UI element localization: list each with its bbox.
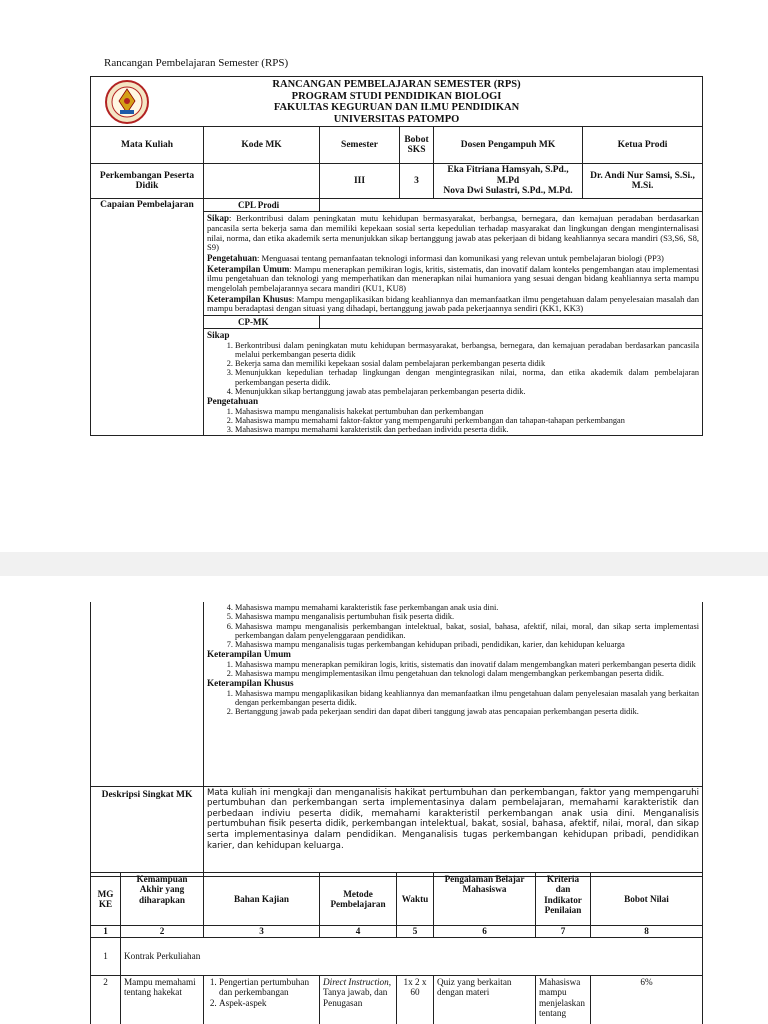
column-number: 3 [204, 926, 320, 938]
header-kode-mk: Kode MK [204, 127, 320, 164]
cpl-sikap-label: Sikap [207, 213, 230, 224]
row-bahan [204, 976, 320, 1024]
cpl-ku-text: : Mampu menerapkan pemikiran logis, kritis, sistematis, dan inovatif dalam konteks pengembangan atau implementasi ilmu pengetahuan dan teknologi yang memperhatikan dan menerapkan nilai humaniora yang sesuai dengan bidang keahliannya serta mampu mengelolah pembelajarannya secara mandiri (KU1, KU8) [207, 263, 700, 294]
deskripsi-text: Mata kuliah ini mengkaji dan menganalisis hakikat pertumbuhan dan perkembangan, faktor yang mempengaruhi pertumbuhan dan perkembangan serta implementasinya dalam pembelajaran, memahami karakteristik dan perbedaan indiviu peserta didik, memahami karakteristil perkembangan anak usia dini. Menganalisis pertumbuhan fisik peserta didik, perkembangan intelektual, bakat, sosial, bahasa, afektif, nilai, moral, dan sikap serta implementasinya dalam pendidikan. Menganalisis tugas perkembangan kehidupan pribadi, pendidikan karier, dan kehidupan keluarga. [204, 786, 703, 876]
metode-rest: Tanya jawab, dan Penugasan [323, 987, 388, 1008]
cpmk-pengetahuan-label: Pengetahuan [207, 396, 259, 407]
header-semester: Semester [320, 127, 400, 164]
cpmk-content-p2 [204, 602, 703, 786]
cpmk-sikap-list [207, 341, 699, 397]
row-mg: 1 [91, 938, 121, 976]
row-pengalaman: Quiz yang berkaitan dengan materi [434, 976, 536, 1024]
list-item: 2. Mahasiswa mampu memahami faktor-faktor yang mempengaruhi perkembangan dan tahapan-tahapan perkembangan [235, 416, 699, 425]
list-item: 2. Mahasiswa mampu mengimplementasikan ilmu pengetahuan dan teknologi dalam mengembangkan perkembangan peserta didik. [235, 669, 699, 678]
row-kemampuan: Mampu memahami tentang hakekat [121, 976, 204, 1024]
value-kode-mk [204, 164, 320, 199]
table-row [91, 938, 703, 976]
schedule-header-metode: Metode Pembelajaran [320, 873, 397, 926]
cpmk-pengetahuan-list [207, 407, 699, 435]
column-number: 2 [121, 926, 204, 938]
cpmk-ku-list [207, 660, 699, 679]
column-number-row [91, 926, 703, 938]
cpmk-spacer [320, 316, 703, 329]
cpmk-kk-list [207, 689, 699, 717]
cpl-ku-label: Keterampilan Umum [207, 263, 290, 274]
dosen-name: Nova Dwi Sulastri, S.Pd., M.Pd. [443, 186, 573, 197]
schedule-header-pengalaman: Pengalaman Belajar Mahasiswa [434, 873, 536, 926]
schedule-header-mg: MG KE [91, 873, 121, 926]
row-metode [320, 976, 397, 1024]
title-line: PROGRAM STUDI PENDIDIKAN BIOLOGI [291, 90, 502, 102]
metode-italic: Direct Instruction, [323, 977, 392, 987]
list-item: 1. Berkontribusi dalam peningkatan mutu kehidupan bermasyarakat, berbangsa, bernegara, dan kemajuan peradaban berdasarkan pancasila melalui perkembangan peserta didik [235, 341, 699, 360]
dosen-name: Eka Fitriana Hamsyah, S.Pd., M.Pd [447, 165, 569, 186]
header-mata-kuliah: Mata Kuliah [91, 127, 204, 164]
cpmk-content-p1 [204, 329, 703, 436]
column-number: 5 [397, 926, 434, 938]
list-item: 2. Bekerja sama dan memiliki kepekaan sosial dalam pembelajaran perkembangan peserta didik [235, 359, 699, 368]
column-number: 7 [536, 926, 591, 938]
row-kontrak-text: Kontrak Perkuliahan [121, 938, 703, 976]
value-mata-kuliah: Perkembangan Peserta Didik [91, 164, 204, 199]
schedule-table [90, 872, 703, 1024]
schedule-header-bahan: Bahan Kajian [204, 873, 320, 926]
schedule-header-kemampuan: Kemampuan Akhir yang diharapkan [121, 873, 204, 926]
row-bobot: 6% [591, 976, 703, 1024]
list-item: 1. Pengertian pertumbuhan dan perkembangan [219, 977, 316, 998]
document-header-label: Rancangan Pembelajaran Semester (RPS) [104, 57, 289, 69]
row-mg: 2 [91, 976, 121, 1024]
schedule-header-waktu: Waktu [397, 873, 434, 926]
capaian-pembelajaran-label: Capaian Pembelajaran [91, 199, 204, 436]
row-kriteria: Mahasiswa mampu menjelaskan tentang [536, 976, 591, 1024]
value-bobot-sks: 3 [400, 164, 434, 199]
column-number: 8 [591, 926, 703, 938]
list-item: 5. Mahasiswa mampu menganalisis pertumbuhan fisik peserta didik. [235, 612, 699, 621]
list-item: 4. Mahasiswa mampu memahami karakteristik fase perkembangan anak usia dini. [235, 603, 699, 612]
value-dosen [434, 164, 583, 199]
list-item: 1. Mahasiswa mampu mengaplikasikan bidang keahliannya dan memanfaatkan ilmu pengetahuan dalam penyelesaian masalah yang berkaitan dengan perkembangan peserta didik. [235, 689, 699, 708]
header-bobot-sks: Bobot SKS [400, 127, 434, 164]
list-item: 4. Menunjukkan sikap bertanggung jawab atas pembelajaran perkembangan peserta didik. [235, 387, 699, 396]
cpl-prodi-content [204, 212, 703, 316]
schedule-header-bobot: Bobot Nilai [591, 873, 703, 926]
bahan-list [205, 977, 316, 1008]
list-item: 1. Mahasiswa mampu menganalisis hakekat pertumbuhan dan perkembangan [235, 407, 699, 416]
list-item: 3. Mahasiswa mampu memahami karakteristik dan perbedaan individu peserta didik. [235, 425, 699, 434]
cpl-kk-label: Keterampilan Khusus [207, 293, 292, 304]
list-item: 1. Mahasiswa mampu menerapkan pemikiran logis, kritis, sistematis dan inovatif dalam mengembangkan materi perkembangan peserta didik [235, 660, 699, 669]
title-line: FAKULTAS KEGURUAN DAN ILMU PENDIDIKAN [273, 102, 520, 114]
header-ketua-prodi: Ketua Prodi [583, 127, 703, 164]
header-dosen: Dosen Pengampuh MK [434, 127, 583, 164]
list-item: 2. Bertanggung jawab pada pekerjaan sendiri dan dapat diberi tanggung jawab atas pencapaian perkembangan peserta didik. [235, 707, 699, 716]
deskripsi-label: Deskripsi Singkat MK [91, 786, 204, 876]
title-line: UNIVERSITAS PATOMPO [333, 113, 460, 125]
value-semester: III [320, 164, 400, 199]
university-seal-icon [105, 80, 149, 124]
cpmk-kk-label: Keterampilan Khusus [207, 678, 294, 689]
row-waktu: 1x 2 x 60 [397, 976, 434, 1024]
cpmk-pengetahuan-list-continued [207, 603, 699, 649]
document-page-2 [0, 576, 768, 1024]
value-ketua-prodi: Dr. Andi Nur Samsi, S.Si., M.Si. [583, 164, 703, 199]
continuation-label-cell [91, 602, 204, 786]
table-row [91, 976, 703, 1024]
list-item: 2. Aspek-aspek [219, 998, 316, 1008]
column-number: 6 [434, 926, 536, 938]
rps-table-page-2 [90, 602, 703, 877]
cpmk-ku-label: Keterampilan Umum [207, 649, 291, 660]
cpmk-sikap-label: Sikap [207, 330, 230, 341]
column-number: 4 [320, 926, 397, 938]
cpl-pengetahuan-text: : Menguasai tentang pemanfaatan teknologi informasi dan komunikasi yang relevan untuk pembelajaran biologi (PP3) [257, 252, 664, 263]
list-item: 6. Mahasiswa mampu menganalisis perkembangan intelektual, bakat, sosial, bahasa, afektif, nilai, moral, dan sikap serta implementasi perkembangan dalam penyelenggaraan pendidikan. [235, 622, 699, 641]
cpl-pengetahuan-label: Pengetahuan [207, 252, 258, 263]
list-item: 7. Mahasiswa mampu menganalisis tugas perkembangan kehidupan pribadi, pendidikan, karier, dan kehidupan keluarga [235, 640, 699, 649]
cpmk-label: CP-MK [204, 316, 320, 329]
cpl-sikap-text: : Berkontribusi dalam peningkatan mutu kehidupan bermasyarakat, berbangsa, bernegara, dan kemajuan peradaban berdasarkan pancasila serta bekerja sama dan memiliki kepekaan sosial serta kepedulian terhadap masyarakat dan lingkungan dengan menginternalisasi nilai, norma, dan etika akademik serta menunjukkan sikap bertanggung jawab atas pekerjaan di bidang keahliannya secara mandiri (S3,S6, S8, S9) [207, 213, 700, 253]
cpl-prodi-spacer [320, 199, 703, 212]
rps-table-page-1 [90, 76, 703, 436]
cpl-kk-text: : Mampu mengaplikasikan bidang keahliannya dan memanfaatkan ilmu pengetahuan dalam penyelesaian masalah dan mampu beradaptasi dengan situasi yang dihadapi, bertanggung jawab pada pekerjaannya sendiri (KK1, KK3) [207, 293, 700, 314]
column-number: 1 [91, 926, 121, 938]
schedule-header-kriteria: Kriteria dan Indikator Penilaian [536, 873, 591, 926]
cpl-prodi-label: CPL Prodi [204, 199, 320, 212]
rps-title-block [91, 77, 703, 127]
list-item: 3. Menunjukkan kepedulian terhadap lingkungan dengan mengintegrasikan nilai, norma, dan etika akademik dalam pembelajaran perkembangan peserta didik. [235, 368, 699, 387]
title-line: RANCANGAN PEMBELAJARAN SEMESTER (RPS) [272, 79, 521, 90]
